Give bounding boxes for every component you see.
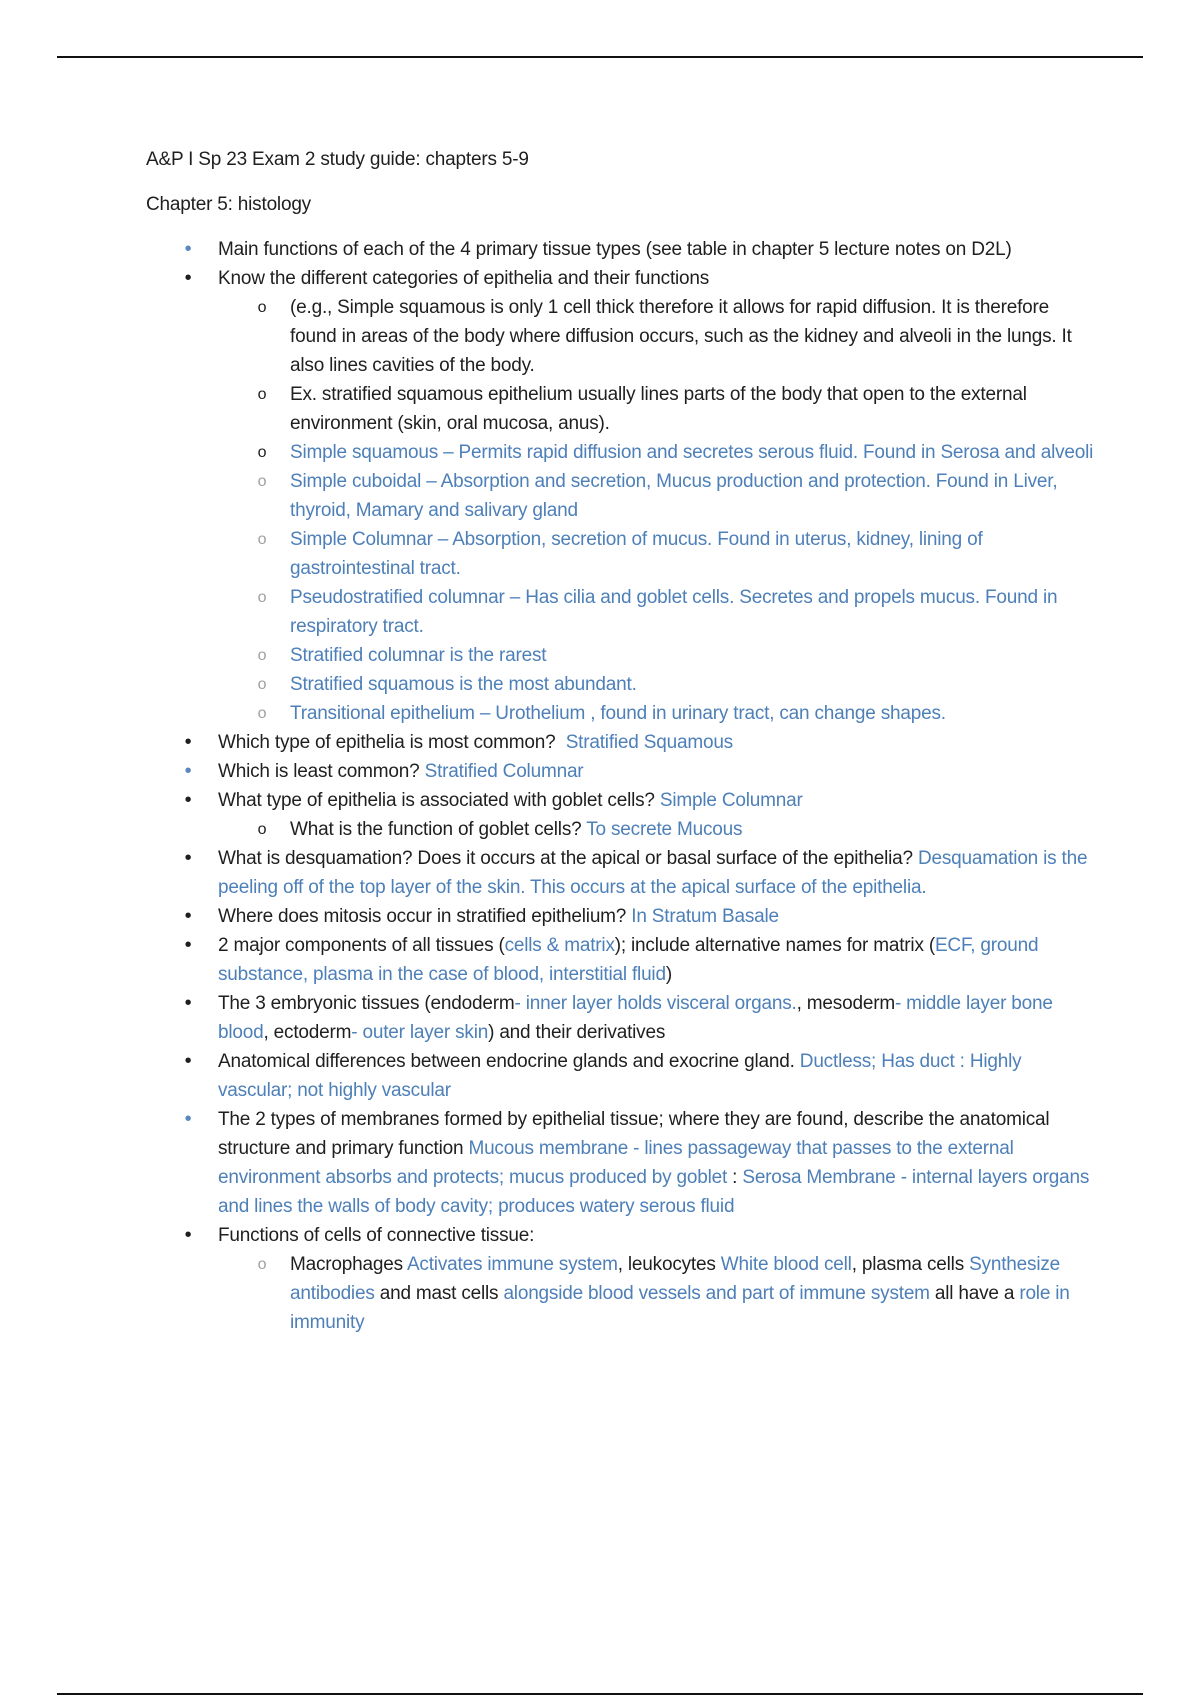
bullet-dot-icon: • [184,934,192,956]
bullet-circle-icon: o [257,647,267,664]
list-item: • Anatomical differences between endocrine glands and exocrine gland. Ductless; Has duct : Highly vascular; not highly vascular [146,1047,1096,1105]
bullet-circle-icon: o [257,1256,267,1273]
bullet-dot-icon: • [184,847,192,869]
list-item: • Know the different categories of epithelia and their functions o (e.g., Simple squamous is only 1 cell thick therefore it allows for rapid diffusion. It is therefore found in areas of the body where diffusion occurs, such as the kidney and alveoli in the lungs. It also lines cavities of the body. o Ex. stratified squamous epithelium usually lines parts of the body that open to the external environment (skin, oral mucosa, anus). o Simple squamous – Permits rapid diffusion and secretes serous fluid. Found in Serosa and alveoli o Simple cuboidal – Absorption and secretion, Mucus production and protection. Found in Liver, thyroid, Mamary and salivary gland o Simple Columnar – Absorption, secretion of mucus. Found in uterus, kidney, lining of gastrointestinal tract. o Pseudostratified columnar – Has cilia and goblet cells. Secretes and propels mucus. Found in respiratory tract. o Stratified columnar is the rarest o Stratified squamous is the most abundant. o Transitional epithelium – Urothelium , found in urinary tract, can change shapes. [146,264,1096,728]
answer-text: Serosa Membrane - internal layers organs and lines the walls of body cavity; produces watery serous fluid [218,1167,1090,1217]
bullet-circle-icon: o [257,444,267,461]
bullet-circle-icon: o [257,821,267,838]
list-item: • Which is least common? Stratified Columnar [146,757,1096,786]
bullet-circle-icon: o [257,705,267,722]
footer-rule [57,1693,1143,1695]
bullet-dot-icon: • [184,238,192,260]
bullet-circle-icon: o [257,589,267,606]
connective-sublist [218,1250,1096,1337]
chapter-heading: Chapter 5: histology [146,194,311,215]
sub-list-item: o Simple cuboidal – Absorption and secretion, Mucus production and protection. Found in Liver, thyroid, Mamary and salivary gland [218,467,1096,525]
answer-text: In Stratum Basale [631,906,779,927]
bullet-circle-icon: o [257,473,267,490]
sub-list-item: o Stratified columnar is the rarest [218,641,1096,670]
bullet-dot-icon: • [184,1050,192,1072]
study-guide-list [146,235,1096,1337]
answer-text: Simple Columnar [659,790,803,811]
bullet-dot-icon: • [184,1108,192,1130]
bullet-dot-icon: • [184,760,192,782]
document-body [146,145,1096,1337]
bullet-dot-icon: • [184,731,192,753]
list-item: • The 3 embryonic tissues (endoderm- inner layer holds visceral organs., mesoderm- middle layer bone blood, ectoderm- outer layer skin) and their derivatives [146,989,1096,1047]
sub-list-item: o Transitional epithelium – Urothelium , found in urinary tract, can change shapes. [218,699,1096,728]
bullet-dot-icon: • [184,1224,192,1246]
bullet-dot-icon: • [184,992,192,1014]
sub-list-item: o Ex. stratified squamous epithelium usually lines parts of the body that open to the external environment (skin, oral mucosa, anus). [218,380,1096,438]
answer-text: Ductless; Has duct : Highly vascular; not highly vascular [218,1051,1022,1101]
list-item: • What type of epithelia is associated with goblet cells? Simple Columnar o What is the function of goblet cells? To secrete Mucous [146,786,1096,844]
sub-list-item: o Pseudostratified columnar – Has cilia and goblet cells. Secretes and propels mucus. Found in respiratory tract. [218,583,1096,641]
answer-text: Stratified Columnar [424,761,584,782]
answer-text: Mucous membrane - lines passageway that passes to the external environment absorbs and protects; mucus produced by goblet [218,1138,1014,1188]
bullet-dot-icon: • [184,905,192,927]
goblet-sublist [218,815,1096,844]
list-item: • 2 major components of all tissues (cells & matrix); include alternative names for matrix (ECF, ground substance, plasma in the case of blood, interstitial fluid) [146,931,1096,989]
list-item: • What is desquamation? Does it occurs at the apical or basal surface of the epithelia? Desquamation is the peeling off of the top layer of the skin. This occurs at the apical surface of the epithelia. [146,844,1096,902]
sub-list-item: o Macrophages Activates immune system, leukocytes White blood cell, plasma cells Synthesize antibodies and mast cells alongside blood vessels and part of immune system all have a role in immunity [218,1250,1096,1337]
list-item: • The 2 types of membranes formed by epithelial tissue; where they are found, describe the anatomical structure and primary function Mucous membrane - lines passageway that passes to the external environment absorbs and protects; mucus produced by goblet : Serosa Membrane - internal layers organs and lines the walls of body cavity; produces watery serous fluid [146,1105,1096,1221]
sub-list-item: o Stratified squamous is the most abundant. [218,670,1096,699]
bullet-circle-icon: o [257,676,267,693]
list-item: • Functions of cells of connective tissue: o Macrophages Activates immune system, leukocytes White blood cell, plasma cells Synthesize antibodies and mast cells alongside blood vessels and part of immune system all have a role in immunity [146,1221,1096,1337]
document-title: A&P I Sp 23 Exam 2 study guide: chapters 5-9 [146,149,529,170]
header-rule [57,56,1143,58]
answer-text: To secrete Mucous [586,819,743,840]
sub-list-item: o Simple Columnar – Absorption, secretion of mucus. Found in uterus, kidney, lining of gastrointestinal tract. [218,525,1096,583]
epithelia-sublist [218,293,1096,728]
answer-text: Desquamation is the peeling off of the top layer of the skin. This occurs at the apical surface of the epithelia. [218,848,1088,898]
bullet-circle-icon: o [257,299,267,316]
bullet-dot-icon: • [184,267,192,289]
answer-text: Stratified Squamous [565,732,733,753]
sub-list-item: o Simple squamous – Permits rapid diffusion and secretes serous fluid. Found in Serosa and alveoli [218,438,1096,467]
sub-list-item: o (e.g., Simple squamous is only 1 cell thick therefore it allows for rapid diffusion. It is therefore found in areas of the body where diffusion occurs, such as the kidney and alveoli in the lungs. It also lines cavities of the body. [218,293,1096,380]
list-item: • Where does mitosis occur in stratified epithelium? In Stratum Basale [146,902,1096,931]
list-item: • Which type of epithelia is most common? Stratified Squamous [146,728,1096,757]
list-item: • Main functions of each of the 4 primary tissue types (see table in chapter 5 lecture notes on D2L) [146,235,1096,264]
sub-list-item: o What is the function of goblet cells? To secrete Mucous [218,815,1096,844]
bullet-circle-icon: o [257,531,267,548]
bullet-circle-icon: o [257,386,267,403]
bullet-dot-icon: • [184,789,192,811]
